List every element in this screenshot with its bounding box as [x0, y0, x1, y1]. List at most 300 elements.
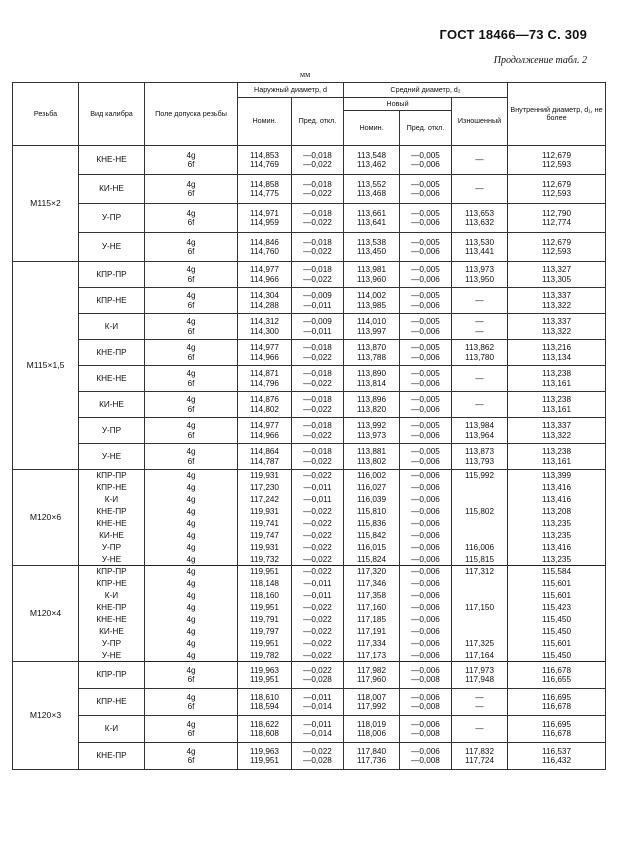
- od-deviation-line: —0,018: [303, 369, 332, 378]
- od-nominal-line: 118,610: [250, 692, 279, 702]
- pd-nominal: [344, 366, 400, 392]
- table-row: [13, 602, 606, 614]
- inner-diameter: [508, 689, 606, 716]
- pd-nominal-line: 113,997: [357, 326, 387, 336]
- pd-nominal-line: 113,462: [357, 160, 387, 169]
- worn: [452, 146, 508, 175]
- col-od-deviation: Пред. откл.: [292, 98, 344, 146]
- col-outer-diameter: Наружный диаметр, d: [238, 83, 344, 98]
- tolerance: [145, 716, 238, 743]
- od-nominal: 119,747: [238, 530, 292, 542]
- pd-deviation-line: —0,006: [411, 352, 440, 362]
- od-deviation: —0,022: [292, 554, 344, 566]
- od-deviation: [292, 288, 344, 314]
- table-continuation: Продолжение табл. 2: [493, 55, 587, 66]
- od-deviation-line: —0,014: [303, 729, 332, 738]
- gauge-type: КНЕ-ПР: [79, 602, 145, 614]
- od-nominal-line: 114,760: [250, 247, 279, 256]
- worn-line: —: [475, 373, 484, 383]
- od-deviation: —0,022: [292, 638, 344, 650]
- gauge-type: У-ПР: [79, 418, 145, 444]
- inner-diameter-line: 116,432: [542, 756, 572, 765]
- pd-deviation: [400, 366, 452, 392]
- pd-deviation: —0,006: [400, 542, 452, 554]
- worn: [452, 418, 508, 444]
- inner-diameter: [508, 340, 606, 366]
- pd-deviation: [400, 175, 452, 204]
- inner-diameter-line: 113,322: [542, 300, 572, 310]
- pd-nominal: 117,320: [344, 566, 400, 578]
- pd-nominal-line: 113,985: [357, 300, 387, 310]
- pd-nominal-line: 114,010: [357, 317, 387, 326]
- col-gauge-type: Вид калибра: [79, 83, 145, 146]
- pd-deviation: —0,006: [400, 530, 452, 542]
- pd-deviation: [400, 204, 452, 233]
- table-row: [13, 743, 606, 770]
- pd-deviation: [400, 662, 452, 689]
- gauge-type: У-ПР: [79, 542, 145, 554]
- pd-deviation-line: —0,005: [411, 237, 440, 247]
- tolerance: 4g: [145, 638, 238, 650]
- worn-line: —: [475, 724, 484, 734]
- inner-diameter: [508, 288, 606, 314]
- col-pd-nominal: Номин.: [344, 111, 400, 146]
- pd-nominal: [344, 689, 400, 716]
- inner-diameter: 115,423: [508, 602, 606, 614]
- od-deviation: [292, 444, 344, 470]
- gauge-type: КНЕ-ПР: [79, 340, 145, 366]
- inner-diameter: [508, 314, 606, 340]
- table-row: [13, 494, 606, 506]
- tolerance: 4g: [145, 470, 238, 482]
- tolerance: 4g: [145, 650, 238, 662]
- od-deviation-line: —0,018: [303, 421, 332, 430]
- inner-diameter-line: 116,695: [542, 719, 572, 729]
- pd-deviation: —0,006: [400, 578, 452, 590]
- gauge-type: У-НЕ: [79, 650, 145, 662]
- od-deviation: —0,022: [292, 626, 344, 638]
- pd-nominal: [344, 204, 400, 233]
- od-deviation: —0,022: [292, 566, 344, 578]
- od-deviation-line: —0,018: [303, 150, 332, 160]
- od-deviation: [292, 418, 344, 444]
- worn: 115,992: [452, 470, 508, 482]
- worn: [452, 716, 508, 743]
- table-body: [13, 146, 606, 770]
- thread-designation: M120×3: [13, 662, 79, 770]
- gauge-type: У-НЕ: [79, 233, 145, 262]
- tolerance: 4g: [145, 578, 238, 590]
- tolerance-line: 6f: [187, 247, 195, 256]
- worn-line: 113,964: [465, 430, 495, 440]
- tolerance: [145, 366, 238, 392]
- od-deviation: [292, 175, 344, 204]
- pd-nominal-line: 113,890: [357, 369, 387, 378]
- worn: [452, 614, 508, 626]
- pd-deviation-line: —0,006: [411, 456, 440, 466]
- gauge-type: У-НЕ: [79, 554, 145, 566]
- gauge-type: К-И: [79, 716, 145, 743]
- inner-diameter-line: 113,161: [542, 404, 572, 414]
- inner-diameter-line: 113,134: [542, 352, 572, 362]
- table-row: [13, 650, 606, 662]
- od-nominal: 118,160: [238, 590, 292, 602]
- od-deviation-line: —0,018: [303, 208, 332, 218]
- pd-deviation: [400, 689, 452, 716]
- od-deviation: —0,022: [292, 614, 344, 626]
- tolerance-line: 4g: [186, 265, 196, 274]
- pd-deviation-line: —0,006: [411, 746, 440, 756]
- table-row: [13, 626, 606, 638]
- inner-diameter: [508, 233, 606, 262]
- tolerance: 4g: [145, 614, 238, 626]
- table-row: [13, 233, 606, 262]
- od-nominal-line: 114,769: [250, 160, 279, 169]
- pd-nominal-line: 113,973: [357, 430, 387, 440]
- tolerance-line: 4g: [186, 665, 196, 675]
- table-row: [13, 470, 606, 482]
- tolerance-line: 4g: [186, 719, 196, 729]
- table-row: [13, 542, 606, 554]
- inner-diameter-line: 113,322: [542, 326, 572, 336]
- od-deviation: [292, 662, 344, 689]
- table-row: [13, 175, 606, 204]
- od-deviation-line: —0,011: [303, 300, 332, 310]
- od-nominal: [238, 262, 292, 288]
- gauge-type: КПР-НЕ: [79, 578, 145, 590]
- od-nominal: 119,951: [238, 602, 292, 614]
- pd-deviation: —0,006: [400, 518, 452, 530]
- inner-diameter: [508, 743, 606, 770]
- od-deviation: [292, 233, 344, 262]
- worn: [452, 340, 508, 366]
- pd-nominal: 116,015: [344, 542, 400, 554]
- worn: [452, 518, 508, 530]
- pd-nominal-line: 113,552: [357, 179, 387, 189]
- pd-nominal-line: 113,870: [357, 343, 387, 352]
- od-nominal: 119,741: [238, 518, 292, 530]
- tolerance: [145, 340, 238, 366]
- od-deviation-line: —0,022: [303, 160, 332, 169]
- pd-nominal: 117,173: [344, 650, 400, 662]
- inner-diameter-line: 112,593: [542, 160, 572, 169]
- inner-diameter: 115,450: [508, 626, 606, 638]
- worn-line: —: [475, 702, 484, 711]
- pd-nominal: [344, 146, 400, 175]
- pd-nominal: [344, 662, 400, 689]
- tolerance-line: 6f: [187, 300, 195, 310]
- thread-designation: M115×2: [13, 146, 79, 262]
- pd-deviation-line: —0,005: [411, 208, 440, 218]
- pd-deviation: —0,006: [400, 554, 452, 566]
- tolerance-line: 4g: [186, 746, 196, 756]
- table-row: [13, 392, 606, 418]
- od-nominal-line: 114,966: [250, 274, 279, 284]
- gauge-type: КПР-НЕ: [79, 689, 145, 716]
- od-nominal-line: 114,966: [250, 430, 279, 440]
- od-deviation: —0,022: [292, 650, 344, 662]
- od-deviation-line: —0,022: [303, 746, 332, 756]
- unit-label: мм: [300, 70, 311, 79]
- od-nominal-line: 118,622: [250, 719, 279, 729]
- od-nominal-line: 114,304: [250, 291, 279, 300]
- pd-deviation: —0,006: [400, 650, 452, 662]
- pd-deviation: —0,006: [400, 470, 452, 482]
- pd-deviation: [400, 743, 452, 770]
- tolerance: 4g: [145, 590, 238, 602]
- gauge-type: КИ-НЕ: [79, 175, 145, 204]
- inner-diameter: [508, 662, 606, 689]
- tolerance-line: 6f: [187, 378, 195, 388]
- worn: [452, 175, 508, 204]
- od-nominal-line: 114,858: [250, 179, 279, 189]
- od-deviation: [292, 314, 344, 340]
- pd-deviation: [400, 146, 452, 175]
- tolerance-line: 4g: [186, 343, 196, 352]
- pd-deviation-line: —0,006: [411, 326, 440, 336]
- od-nominal: 117,242: [238, 494, 292, 506]
- pd-nominal-line: 118,019: [357, 719, 387, 729]
- pd-nominal: [344, 233, 400, 262]
- inner-diameter: [508, 392, 606, 418]
- pd-deviation-line: —0,006: [411, 247, 440, 256]
- inner-diameter: [508, 204, 606, 233]
- tolerance-line: 4g: [186, 692, 196, 702]
- od-deviation-line: —0,009: [303, 291, 332, 300]
- inner-diameter: [508, 262, 606, 288]
- od-nominal-line: 114,966: [250, 352, 279, 362]
- col-pitch-diameter: Средний диаметр, d₂: [344, 83, 508, 98]
- od-nominal-line: 114,288: [250, 300, 279, 310]
- gauge-type: К-И: [79, 314, 145, 340]
- pd-deviation: [400, 418, 452, 444]
- table-row: [13, 716, 606, 743]
- od-nominal: 119,732: [238, 554, 292, 566]
- od-nominal-line: 118,594: [250, 702, 279, 711]
- inner-diameter-line: 112,774: [542, 218, 572, 227]
- od-nominal: 117,230: [238, 482, 292, 494]
- pd-deviation-line: —0,006: [411, 692, 440, 702]
- inner-diameter-line: 113,337: [542, 317, 572, 326]
- od-deviation: [292, 366, 344, 392]
- inner-diameter-line: 113,161: [542, 456, 572, 466]
- od-deviation-line: —0,018: [303, 265, 332, 274]
- od-nominal-line: 114,977: [250, 421, 279, 430]
- gauge-type: КНЕ-ПР: [79, 743, 145, 770]
- pd-nominal-line: 113,450: [357, 247, 387, 256]
- pd-deviation: —0,006: [400, 626, 452, 638]
- tolerance: 4g: [145, 518, 238, 530]
- pd-deviation-line: —0,005: [411, 395, 440, 404]
- tolerance: 4g: [145, 542, 238, 554]
- gauge-table: [12, 82, 606, 770]
- od-deviation-line: —0,022: [303, 665, 332, 675]
- inner-diameter: [508, 175, 606, 204]
- od-nominal-line: 114,846: [250, 237, 279, 247]
- pd-nominal-line: 118,007: [357, 692, 387, 702]
- gauge-type: КПР-ПР: [79, 470, 145, 482]
- od-nominal-line: 114,787: [250, 456, 279, 466]
- worn-line: 117,832: [465, 746, 495, 756]
- pd-deviation-line: —0,006: [411, 378, 440, 388]
- od-nominal: [238, 204, 292, 233]
- od-nominal: [238, 716, 292, 743]
- worn-line: —: [475, 692, 484, 702]
- table-row: [13, 662, 606, 689]
- inner-diameter-line: 113,337: [542, 421, 572, 430]
- inner-diameter-line: 113,305: [542, 274, 572, 284]
- pd-deviation-line: —0,005: [411, 317, 440, 326]
- pd-nominal: 115,842: [344, 530, 400, 542]
- od-deviation-line: —0,009: [303, 317, 332, 326]
- pd-nominal-line: 113,992: [357, 421, 387, 430]
- worn-line: 113,780: [465, 352, 495, 362]
- tolerance: 4g: [145, 602, 238, 614]
- table-row: [13, 689, 606, 716]
- worn-line: —: [475, 317, 484, 326]
- gauge-type: КПР-НЕ: [79, 288, 145, 314]
- pd-nominal: [344, 392, 400, 418]
- tolerance-line: 4g: [186, 208, 196, 218]
- od-nominal-line: 114,802: [250, 404, 279, 414]
- od-nominal: [238, 689, 292, 716]
- od-nominal-line: 119,951: [250, 756, 279, 765]
- od-nominal: 119,797: [238, 626, 292, 638]
- pd-nominal-line: 113,538: [357, 237, 387, 247]
- pd-deviation-line: —0,006: [411, 218, 440, 227]
- pd-nominal-line: 117,982: [357, 665, 387, 675]
- pd-deviation-line: —0,005: [411, 179, 440, 189]
- inner-diameter-line: 116,678: [542, 729, 572, 738]
- tolerance: [145, 392, 238, 418]
- od-deviation-line: —0,022: [303, 404, 332, 414]
- od-nominal-line: 114,977: [250, 343, 279, 352]
- table-row: [13, 204, 606, 233]
- worn: [452, 590, 508, 602]
- inner-diameter: 115,584: [508, 566, 606, 578]
- inner-diameter-line: 113,238: [542, 395, 572, 404]
- col-pd-deviation: Пред. откл.: [400, 111, 452, 146]
- gauge-type: КИ-НЕ: [79, 530, 145, 542]
- gauge-type: У-ПР: [79, 204, 145, 233]
- tolerance: 4g: [145, 506, 238, 518]
- worn-line: 113,632: [465, 218, 495, 227]
- tolerance-line: 4g: [186, 291, 196, 300]
- tolerance-line: 6f: [187, 160, 195, 169]
- inner-diameter-line: 116,678: [542, 702, 572, 711]
- tolerance: [145, 314, 238, 340]
- worn-line: 113,984: [465, 421, 495, 430]
- gauge-type: У-НЕ: [79, 444, 145, 470]
- od-deviation: —0,011: [292, 578, 344, 590]
- col-thread: Резьба: [13, 83, 79, 146]
- od-deviation-line: —0,022: [303, 352, 332, 362]
- pd-deviation: —0,006: [400, 494, 452, 506]
- table-row: [13, 262, 606, 288]
- pd-nominal: 117,185: [344, 614, 400, 626]
- pd-nominal-line: 113,641: [357, 218, 387, 227]
- od-deviation: —0,011: [292, 590, 344, 602]
- table-row: [13, 554, 606, 566]
- od-deviation-line: —0,014: [303, 702, 332, 711]
- worn-line: —: [475, 184, 484, 194]
- pd-deviation-line: —0,008: [411, 675, 440, 684]
- od-nominal: [238, 314, 292, 340]
- pd-deviation: —0,006: [400, 482, 452, 494]
- worn: [452, 444, 508, 470]
- pd-nominal-line: 113,814: [357, 378, 387, 388]
- od-deviation: —0,022: [292, 530, 344, 542]
- od-nominal: 119,791: [238, 614, 292, 626]
- pd-nominal-line: 113,981: [357, 265, 387, 274]
- pd-nominal-line: 113,820: [357, 404, 387, 414]
- worn: [452, 233, 508, 262]
- pd-nominal-line: 113,468: [357, 189, 387, 198]
- page-title: ГОСТ 18466—73 С. 309: [439, 27, 587, 42]
- table-row: [13, 314, 606, 340]
- tolerance: 4g: [145, 530, 238, 542]
- od-deviation: —0,011: [292, 494, 344, 506]
- pd-deviation-line: —0,008: [411, 702, 440, 711]
- tolerance: [145, 662, 238, 689]
- inner-diameter-line: 113,322: [542, 430, 572, 440]
- inner-diameter: 113,416: [508, 482, 606, 494]
- tolerance-line: 4g: [186, 447, 196, 456]
- od-nominal: [238, 175, 292, 204]
- inner-diameter-line: 112,679: [542, 150, 572, 160]
- tolerance-line: 6f: [187, 404, 195, 414]
- table-row: [13, 146, 606, 175]
- od-nominal: 119,931: [238, 506, 292, 518]
- table-row: [13, 288, 606, 314]
- pd-nominal-line: 113,548: [357, 150, 387, 160]
- od-nominal: [238, 392, 292, 418]
- pd-nominal: 117,358: [344, 590, 400, 602]
- od-deviation: [292, 392, 344, 418]
- pd-deviation-line: —0,005: [411, 447, 440, 456]
- od-deviation-line: —0,011: [303, 326, 332, 336]
- table-row: [13, 444, 606, 470]
- inner-diameter-line: 113,238: [542, 369, 572, 378]
- table-row: [13, 518, 606, 530]
- od-deviation: —0,022: [292, 542, 344, 554]
- od-deviation: —0,022: [292, 470, 344, 482]
- inner-diameter: 113,235: [508, 530, 606, 542]
- gauge-type: КНЕ-НЕ: [79, 518, 145, 530]
- inner-diameter-line: 113,337: [542, 291, 572, 300]
- od-deviation-line: —0,018: [303, 237, 332, 247]
- od-deviation: [292, 689, 344, 716]
- tolerance-line: 4g: [186, 421, 196, 430]
- table-row: [13, 530, 606, 542]
- tolerance: [145, 233, 238, 262]
- col-tolerance: Поле допуска резьбы: [145, 83, 238, 146]
- worn: [452, 392, 508, 418]
- gauge-type: КПР-ПР: [79, 566, 145, 578]
- tolerance-line: 4g: [186, 369, 196, 378]
- od-deviation-line: —0,011: [303, 719, 332, 729]
- od-deviation-line: —0,018: [303, 395, 332, 404]
- thread-designation: M115×1,5: [13, 262, 79, 470]
- pd-deviation: [400, 288, 452, 314]
- pd-deviation: [400, 444, 452, 470]
- gauge-type: КИ-НЕ: [79, 392, 145, 418]
- pd-nominal-line: 117,960: [357, 675, 387, 684]
- od-nominal: 118,148: [238, 578, 292, 590]
- od-deviation-line: —0,022: [303, 430, 332, 440]
- pd-deviation-line: —0,006: [411, 189, 440, 198]
- col-inner-diameter: Внутренний диаметр, d₁, не более: [508, 83, 606, 146]
